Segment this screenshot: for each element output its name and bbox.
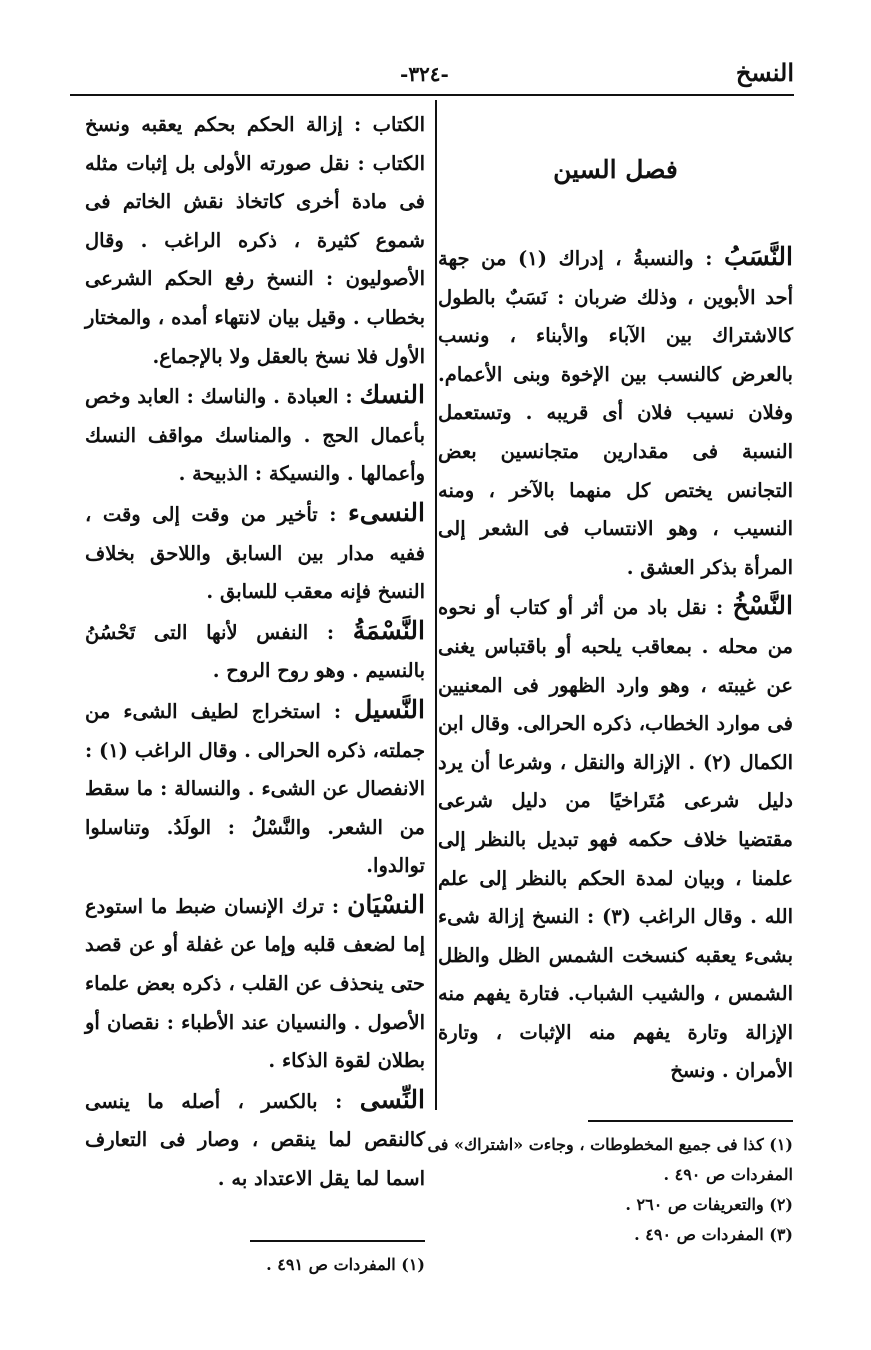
entry-text: الكتاب : إزالة الحكم بحكم يعقبه ونسخ الكتاب : نقل صورته الأولى بل إثبات مثله فى مادة أخرى كاتخاذ نقش الخاتم فى شموع كثيرة ، ذكره الراغب . وقال الأصوليون : النسخ رفع الحكم الشرعى بخطاب . وقيل بيان لانتهاء أمده ، والمختار الأول فلا نسخ بالعقل ولا بالإجماع.: [85, 113, 425, 368]
right-column: [438, 106, 793, 1091]
left-column: [85, 106, 425, 1199]
entry-text: : والنسبةُ ، إدراك (١) من جهة أحد الأبوين ، وذلك ضربان : نَسَبٌ بالطول كالاشتراك بين الآباء والأبناء ، ونسب بالعرض كالنسب بين الإخوة وبنى الأعمام. وفلان نسيب فلان أى قريبه . وتستعمل النسبة فى مقدارين متجانسين بعض التجانس يختص كل منهما بالآخر ، ومنه النسيب ، وهو الانتساب فى الشعر إلى المرأة بذكر العشق .: [438, 247, 793, 579]
running-head: النسخ: [735, 58, 794, 87]
entry-headword: النسىء: [347, 497, 425, 527]
entry-nasma: [85, 612, 425, 691]
footnote: (٣) المفردات ص ٤٩٠ .: [634, 1225, 793, 1244]
entry-naskh-continued: [85, 106, 425, 376]
entry-naskh: [438, 587, 793, 1091]
column-divider: [435, 100, 437, 1110]
footnote: (٢) والتعريفات ص ٢٦٠ .: [625, 1195, 793, 1214]
entry-nasil: [85, 691, 425, 886]
entry-nisy: [85, 1081, 425, 1199]
entry-headword: النَّسَبُ: [724, 242, 793, 271]
entry-text: : استخراج لطيف الشىء من جملته، ذكره الحرالى . وقال الراغب (١) : الانفصال عن الشىء . والنسالة : ما سقط من الشعر. والنَّسْلُ : الولَدُ. وتناسلوا توالدوا.: [85, 699, 425, 878]
header-rule: [70, 94, 794, 96]
page-number: -٣٢٤-: [400, 62, 449, 86]
entry-text: : العبادة . والناسك : العابد وخص بأعمال الحج . والمناسك مواقف النسك وأعمالها . والنسيكة : الذبيحة .: [85, 385, 425, 486]
entry-nasi: [85, 494, 425, 612]
footnote: (١) كذا فى جميع المخطوطات ، وجاءت «اشتراك» فى المفردات ص ٤٩٠ .: [427, 1135, 793, 1184]
entry-nasab: [438, 238, 793, 587]
entry-text: : تأخير من وقت إلى وقت ، ففيه مدار بين السابق واللاحق بخلاف النسخ فإنه معقب للسابق .: [85, 502, 425, 604]
footnote: (١) المفردات ص ٤٩١ .: [266, 1255, 425, 1274]
entry-text: : ترك الإنسان ضبط ما استودع إما لضعف قلبه وإما عن غفلة أو عن قصد حتى ينحذف عن القلب ، ذكره بعض علماء الأصول . والنسيان عند الأطباء : نقصان أو بطلان لقوة الذكاء .: [85, 894, 425, 1073]
entry-nisyan: [85, 886, 425, 1081]
footnote-rule: [588, 1120, 793, 1122]
footnotes-left: [265, 1240, 425, 1280]
entry-headword: النَّسيل: [354, 694, 425, 724]
section-title: فصل السين: [553, 155, 678, 184]
entry-nusk: [85, 376, 425, 494]
entry-headword: النسك: [359, 380, 425, 410]
entry-text: : بالكسر ، أصله ما ينسى كالنقص لما ينقص ، وصار فى التعارف اسما لما يقل الاعتداد به .: [85, 1089, 425, 1191]
entry-headword: النَّسْمَةُ: [352, 615, 425, 645]
entry-text: : النفس لأنها التى تَحْسُنُ بالنسيم . وهو روح الروح .: [85, 620, 425, 683]
entry-headword: النِّسى: [359, 1084, 425, 1114]
entry-headword: النسْيَان: [347, 889, 425, 919]
entry-text: : نقل باد من أثر أو كتاب أو نحوه من محله . بمعاقب يلحبه أو باقتباس يغنى عن غيبته ، وهو وارد الظهور فى المعنيين فى موارد الخطاب، ذكره الحرالى. وقال ابن الكمال (٢) . الإزالة والنقل ، وشرعا أن يرد دليل شرعى مُتَراخيًا من دليل شرعى مقتضيا خلاف حكمه فهو تبديل بالنظر إلى علمنا ، وبيان لمدة الحكم بالنظر إلى علم الله . وقال الراغب (٣) : النسخ إزالة شىء بشىء يعقبه كنسخت الشمس الظل والظل الشمس ، والشيب الشباب. فتارة يفهم منه الإزالة وتارة يفهم منه الإثبات ، وتارة الأمران . ونسخ: [438, 596, 793, 1083]
entry-headword: النَّسْخُ: [732, 591, 793, 621]
footnote-rule: [250, 1240, 425, 1242]
page-header: [70, 58, 794, 96]
footnotes-right: [423, 1120, 793, 1250]
